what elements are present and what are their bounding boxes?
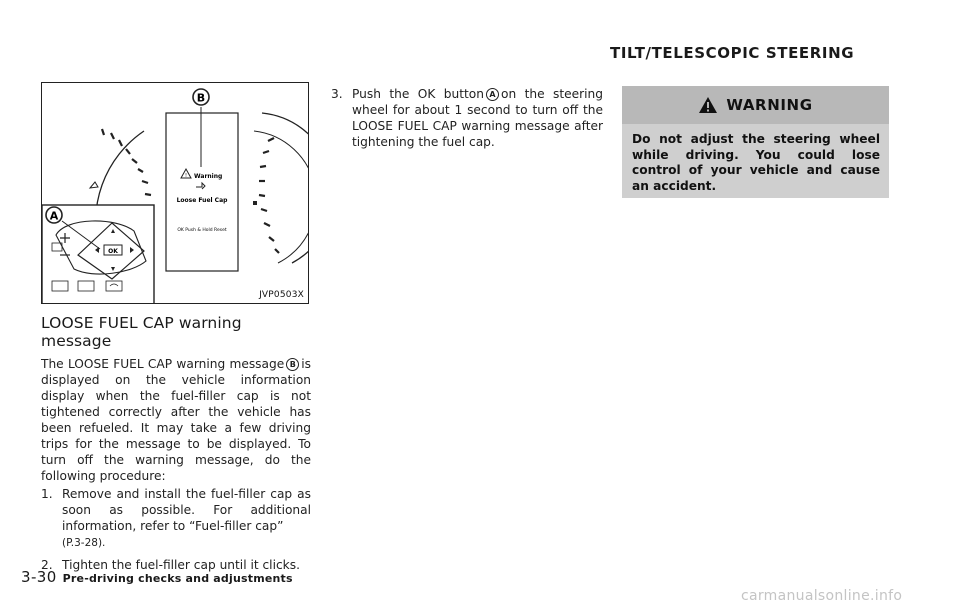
callout-b-label: B — [196, 91, 206, 105]
section-header: TILT/TELESCOPIC STEERING — [610, 44, 855, 62]
fuel-pump-icon — [90, 182, 98, 188]
warning-text: Do not adjust the steering wheel while driving. You could lose control of your vehicle and cause an accident. — [632, 132, 880, 193]
step-3-text-after: on the steering wheel for about 1 second to turn off the LOOSE FUEL CAP warning message after tightening the fuel cap. — [352, 87, 603, 149]
watermark: carmanualsonline.info — [741, 588, 903, 604]
warning-box — [622, 86, 889, 198]
instrument-cluster-figure — [41, 82, 309, 304]
step-1 — [41, 486, 311, 551]
callout-b-inline: B — [286, 358, 299, 371]
page-footer — [21, 568, 293, 586]
left-gauge-ticks — [102, 129, 151, 195]
figure-code: JVP0503X — [259, 290, 304, 300]
middle-column — [331, 84, 603, 156]
ok-button-label: OK — [108, 248, 118, 255]
intro-text-after: is displayed on the vehicle information display when the fuel-filler cap is not tightened correctly after the vehicle has been refueled. It may take a few driving trips for the message to be displayed. To turn off the warning message, do the following procedure: — [41, 357, 311, 483]
step-1-number: 1. — [41, 487, 53, 501]
loose-fuel-cap-heading: LOOSE FUEL CAP warning message — [41, 314, 242, 350]
display-reset-hint: OK Push & Hold Reset — [177, 228, 227, 233]
step-3 — [331, 86, 603, 150]
step-3-number: 3. — [331, 87, 343, 101]
step-2-text: Tighten the fuel-filler cap until it clicks. — [62, 558, 300, 572]
instrument-cluster-illustration — [42, 83, 309, 304]
step-2-number: 2. — [41, 558, 53, 572]
display-warning-word: Warning — [194, 173, 223, 180]
warning-triangle-icon — [698, 96, 718, 114]
step-1-text: Remove and install the fuel-filler cap as soon as possible. For additional information, refer to “Fuel-filler cap” — [62, 487, 311, 533]
step-1-page-ref[interactable]: (P.3-28). — [62, 537, 106, 549]
procedure-steps-continued — [331, 86, 603, 150]
warning-title: WARNING — [726, 96, 813, 114]
callout-a-inline: A — [486, 88, 499, 101]
display-message: Loose Fuel Cap — [176, 197, 228, 204]
warning-header — [622, 86, 889, 124]
svg-text:!: ! — [184, 173, 188, 179]
left-column — [41, 314, 311, 579]
intro-text-before: The LOOSE FUEL CAP warning message — [41, 357, 285, 371]
procedure-steps — [41, 486, 311, 573]
right-gauge-ticks — [259, 138, 279, 253]
page-number: 3-30 — [21, 568, 57, 586]
chapter-title: Pre-driving checks and adjustments — [62, 572, 293, 585]
callout-a-label: A — [49, 209, 59, 223]
step-3-text-before: Push the OK button — [352, 87, 484, 101]
vehicle-info-display — [166, 113, 238, 271]
intro-paragraph — [41, 356, 311, 484]
